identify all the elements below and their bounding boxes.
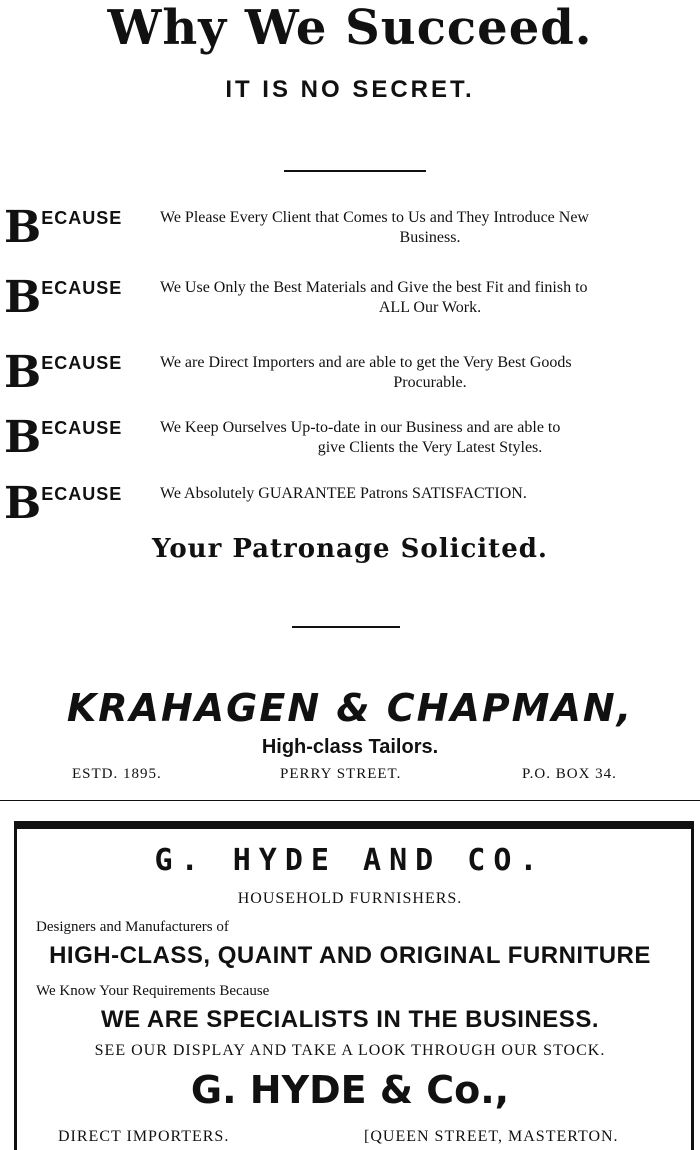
because-word: ECAUSE bbox=[41, 208, 123, 228]
drop-cap: B bbox=[4, 202, 42, 253]
because-line2: Procurable. bbox=[393, 374, 467, 391]
because-line1: We Keep Ourselves Up-to-date in our Business and are able to bbox=[160, 419, 561, 436]
patronage-line: Your Patronage Solicited. bbox=[152, 534, 548, 564]
drop-cap: B bbox=[4, 347, 42, 398]
because-word: ECAUSE bbox=[41, 418, 123, 438]
because-word: ECAUSE bbox=[41, 484, 123, 504]
hyde-address: [QUEEN STREET, MASTERTON. bbox=[364, 1128, 619, 1145]
drop-cap: B bbox=[4, 478, 42, 529]
divider-middle bbox=[292, 626, 400, 628]
because-line1: We Use Only the Best Materials and Give the best Fit and finish to bbox=[160, 279, 588, 296]
hyde-name-line: G. HYDE & Co., bbox=[190, 1068, 510, 1112]
firm-name: KRAHAGEN & CHAPMAN, bbox=[66, 686, 634, 730]
hyde-subtitle: HOUSEHOLD FURNISHERS. bbox=[237, 890, 463, 907]
hyde-title: G. HYDE AND CO. bbox=[154, 843, 546, 878]
hyde-know-line: We Know Your Requirements Because bbox=[36, 983, 270, 999]
divider-top bbox=[284, 170, 426, 172]
hyde-importers: DIRECT IMPORTERS. bbox=[58, 1128, 230, 1145]
firm-established: ESTD. 1895. bbox=[72, 766, 162, 782]
because-word: ECAUSE bbox=[41, 353, 123, 373]
because-line2: ALL Our Work. bbox=[378, 299, 482, 316]
because-line2: give Clients the Very Latest Styles. bbox=[317, 439, 543, 456]
ad-subhead: IT IS NO SECRET. bbox=[225, 76, 475, 103]
because-word: ECAUSE bbox=[41, 278, 123, 298]
hyde-designers-line: Designers and Manufacturers of bbox=[36, 919, 229, 935]
firm-street: PERRY STREET. bbox=[280, 766, 402, 782]
firm-po-box: P.O. BOX 34. bbox=[522, 766, 617, 782]
drop-cap: B bbox=[4, 412, 42, 463]
hyde-see-line: SEE OUR DISPLAY AND TAKE A LOOK THROUGH OUR STOCK. bbox=[94, 1042, 606, 1059]
because-line1: We Absolutely GUARANTEE Patrons SATISFACTION. bbox=[160, 485, 527, 502]
section-separator bbox=[0, 800, 700, 801]
because-line2: Business. bbox=[399, 229, 461, 246]
hyde-specialists-line: WE ARE SPECIALISTS IN THE BUSINESS. bbox=[100, 1006, 599, 1033]
drop-cap: B bbox=[4, 272, 42, 323]
because-line1: We are Direct Importers and are able to get the Very Best Goods bbox=[160, 354, 572, 371]
firm-tagline: High-class Tailors. bbox=[261, 736, 439, 758]
hyde-furniture-line: HIGH-CLASS, QUAINT AND ORIGINAL FURNITURE bbox=[49, 942, 651, 969]
because-line1: We Please Every Client that Comes to Us and They Introduce New bbox=[160, 209, 589, 226]
ad-headline: Why We Succeed. bbox=[107, 0, 593, 56]
